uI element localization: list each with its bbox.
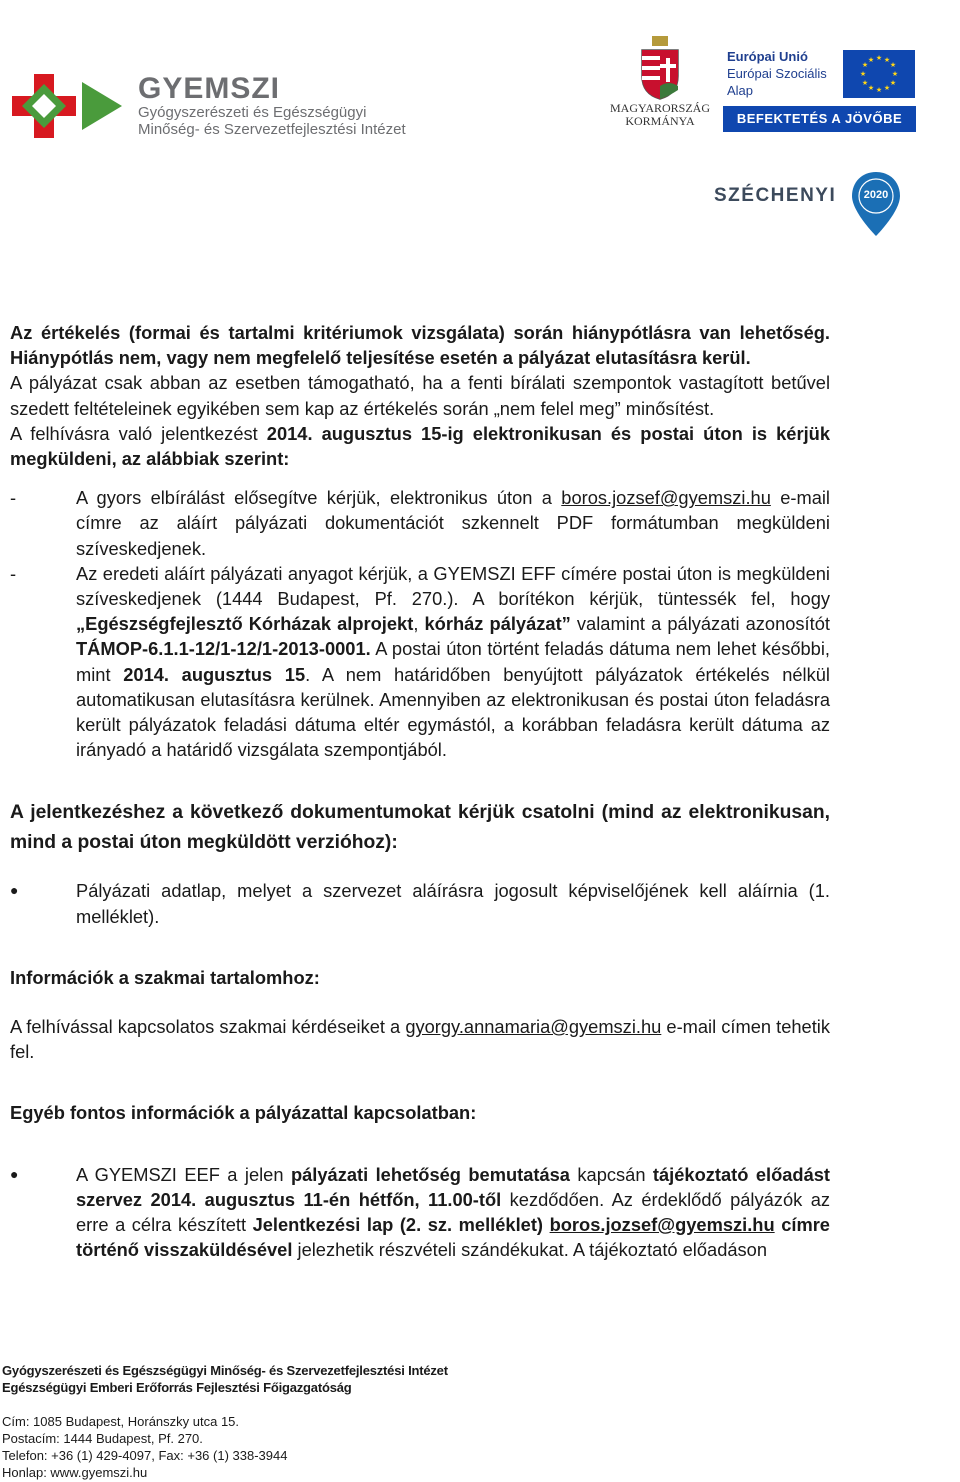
svg-text:★: ★ bbox=[861, 61, 869, 69]
other-info-item bbox=[10, 1162, 830, 1263]
gyemszi-subtitle-line2: Minőség- és Szervezetfejlesztési Intézet bbox=[138, 121, 406, 138]
info-text-j: jelezhetik részvételi szándékukat. A tájékoztató előadáson bbox=[292, 1239, 768, 1261]
contact-text-b: e-mail címen tehetik fel. bbox=[10, 1016, 830, 1063]
spacer bbox=[2, 1396, 902, 1413]
attachments-list bbox=[10, 878, 830, 928]
info-text-a: A GYEMSZI EEF a jelen bbox=[76, 1163, 291, 1185]
submission-item-electronic bbox=[10, 485, 830, 561]
bullet-marker: ● bbox=[10, 882, 19, 899]
postal-text-i: . A nem határidőben benyújtott pályázatok értékelés nélkül automatikusan elutasításra kerülnek. Amennyiben az elektronikusan és postai úton feladásra került pályázatok feladási dátuma eltér egymástól, a korábban feladásra került dátuma az irányadó a határidő vizsgálata szempontjából. bbox=[76, 663, 830, 761]
paragraph-contact bbox=[10, 1014, 830, 1064]
paragraph-evaluation: Az értékelés (formai és tartalmi kritériumok vizsgálata) során hiánypótlásra van lehetőség. Hiánypótlás nem, vagy nem megfelelő teljesítése esetén a pályázat elutasításra kerül. bbox=[10, 322, 830, 369]
svg-text:★: ★ bbox=[867, 56, 875, 64]
eu-line3: Alap bbox=[727, 83, 754, 98]
postal-text-a: Az eredeti aláírt pályázati anyagot kérjük, a GYEMSZI EFF címére postai úton is megküldeni szíveskedjenek (1444 Budapest, Pf. 270.). A borítékon kérjük, tüntessék fel, hogy bbox=[76, 562, 830, 610]
location-pin-icon bbox=[850, 170, 902, 238]
email-link-boros[interactable]: boros.jozsef@gyemszi.hu bbox=[561, 487, 771, 509]
spacer bbox=[10, 858, 830, 878]
eu-flag-icon bbox=[843, 50, 915, 98]
kormany-line2: KORMÁNYA bbox=[625, 114, 695, 128]
eu-banner: BEFEKTETÉS A JÖVŐBE bbox=[723, 106, 916, 132]
svg-text:★: ★ bbox=[867, 84, 875, 92]
svg-text:★: ★ bbox=[859, 70, 867, 78]
svg-text:★: ★ bbox=[883, 84, 891, 92]
attachment-text: Pályázati adatlap, melyet a szervezet aláírásra jogosult képviselőjének kell aláírnia (1. melléklet). bbox=[76, 880, 830, 927]
spacer bbox=[10, 762, 830, 798]
document-body bbox=[10, 320, 830, 1262]
deadline-bold: 2014. augusztus 15-ig elektronikusan és postai úton is kérjük megküldeni, az alábbiak szerint: bbox=[10, 422, 830, 470]
spacer bbox=[10, 929, 830, 965]
footer-address: Cím: 1085 Budapest, Horánszky utca 15. bbox=[2, 1414, 240, 1429]
gyemszi-title: GYEMSZI bbox=[138, 72, 281, 105]
info-text-i: címre történő visszaküldésével bbox=[76, 1214, 830, 1261]
electronic-text-b: e-mail címre az aláírt pályázati dokumentációt szkennelt PDF formátumban megküldeni szíveskedjenek. bbox=[76, 487, 830, 559]
page-footer bbox=[2, 1362, 902, 1481]
submission-list bbox=[10, 485, 830, 762]
svg-text:★: ★ bbox=[883, 56, 891, 64]
dash-marker: - bbox=[10, 562, 17, 584]
eu-line1: Európai Unió bbox=[727, 49, 808, 64]
info-text-d: tájékoztató előadást szervez 2014. augusztus 11-én hétfőn, 11.00-től bbox=[76, 1163, 831, 1210]
footer-postal: Postacím: 1444 Budapest, Pf. 270. bbox=[2, 1431, 203, 1446]
info-text-e: kezdődően. Az érdeklődő pályázók az erre a célra készített bbox=[76, 1188, 830, 1236]
heading-professional-info: Információk a szakmai tartalomhoz: bbox=[10, 966, 320, 988]
heading-attachments: A jelentkezéshez a következő dokumentumokat kérjük csatolni (mind az elektronikusan, mind a postai úton megküldött verzióhoz): bbox=[10, 802, 830, 854]
paragraph-deadline bbox=[10, 421, 830, 471]
spacer bbox=[10, 1064, 830, 1100]
footer-phone: Telefon: +36 (1) 429-4097, Fax: +36 (1) 338-3944 bbox=[2, 1448, 288, 1463]
gyemszi-subtitle bbox=[138, 104, 406, 138]
electronic-text-a: A gyors elbírálást elősegítve kérjük, elektronikus úton a bbox=[76, 487, 562, 509]
submission-item-postal bbox=[10, 561, 830, 763]
svg-text:★: ★ bbox=[889, 61, 897, 69]
szechenyi-text: SZÉCHENYI bbox=[714, 185, 837, 206]
coat-of-arms-icon bbox=[638, 36, 682, 100]
footer-directorate: Egészségügyi Emberi Erőforrás Fejlesztési Főigazgatóság bbox=[2, 1380, 352, 1395]
postal-text-c: , bbox=[413, 613, 425, 635]
email-link-boros-2[interactable]: boros.jozsef@gyemszi.hu bbox=[549, 1214, 775, 1236]
heading-other-info: Egyéb fontos információk a pályázattal kapcsolatban: bbox=[10, 1102, 477, 1124]
deadline-intro: A felhívásra való jelentkezést bbox=[10, 422, 267, 444]
attachment-item bbox=[10, 878, 830, 928]
contact-text-a: A felhívással kapcsolatos szakmai kérdéseiket a bbox=[10, 1016, 406, 1038]
gyemszi-logo bbox=[12, 70, 472, 140]
info-text-b: pályázati lehetőség bemutatása bbox=[290, 1163, 570, 1185]
svg-text:★: ★ bbox=[861, 79, 869, 87]
info-text-c: kapcsán bbox=[569, 1163, 653, 1185]
dash-marker: - bbox=[10, 487, 17, 509]
svg-text:★: ★ bbox=[891, 70, 899, 78]
svg-text:★: ★ bbox=[875, 54, 883, 62]
postal-deadline: 2014. augusztus 15 bbox=[123, 663, 306, 685]
paragraph-support-condition: A pályázat csak abban az esetben támogatható, ha a fenti bírálati szempontok vastagított betűvel szedett feltételeinek egyikében sem kap az értékelés során „nem felel meg” minősítést. bbox=[10, 372, 830, 419]
eu-logo bbox=[723, 48, 918, 138]
bullet-marker: ● bbox=[10, 1165, 19, 1182]
footer-institute: Gyógyszerészeti és Egészségügyi Minőség- és Szervezetfejlesztési Intézet bbox=[2, 1363, 448, 1378]
svg-text:★: ★ bbox=[875, 86, 883, 94]
postal-text-e: valamint a pályázati azonosítót bbox=[570, 613, 830, 635]
gyemszi-subtitle-line1: Gyógyszerészeti és Egészségügyi bbox=[138, 104, 367, 121]
kormany-logo bbox=[606, 36, 714, 138]
other-info-list bbox=[10, 1162, 830, 1263]
szechenyi-year: 2020 bbox=[863, 189, 889, 201]
spacer bbox=[10, 1126, 830, 1162]
postal-text-g: A postai úton történt feladás dátuma nem lehet későbbi, mint bbox=[76, 638, 830, 685]
kormany-line1: MAGYARORSZÁG bbox=[609, 101, 710, 115]
postal-text-d: kórház pályázat” bbox=[424, 613, 571, 635]
kormany-text bbox=[606, 102, 714, 128]
gyemszi-arrow-icon bbox=[82, 74, 130, 138]
spacer bbox=[10, 990, 830, 1014]
email-link-gyorgy[interactable]: gyorgy.annamaria@gyemszi.hu bbox=[405, 1016, 662, 1038]
postal-text-b: „Egészségfejlesztő Kórházak alprojekt bbox=[76, 613, 414, 635]
svg-text:★: ★ bbox=[889, 79, 897, 87]
info-text-f: Jelentkezési lap (2. sz. melléklet) bbox=[252, 1214, 544, 1236]
szechenyi-logo bbox=[712, 168, 912, 240]
postal-project-id: TÁMOP-6.1.1-12/1-12/1-2013-0001. bbox=[76, 638, 371, 660]
gyemszi-cross-icon bbox=[12, 74, 76, 138]
eu-line2: Európai Szociális bbox=[727, 66, 827, 81]
footer-website[interactable]: Honlap: www.gyemszi.hu bbox=[2, 1465, 148, 1480]
eu-text bbox=[727, 48, 827, 99]
